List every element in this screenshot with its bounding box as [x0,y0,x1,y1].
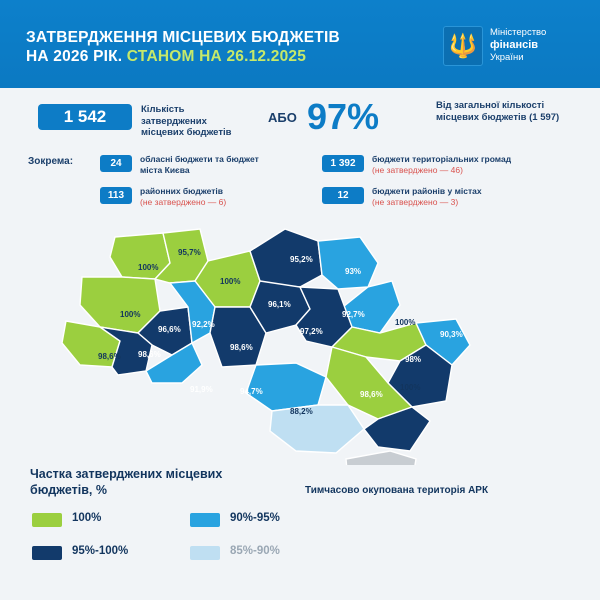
map-region-label: 100% [400,383,421,392]
percent-label: Від загальної кількості місцевих бюджетів (1 597) [436,100,560,123]
ministry-line-3: України [490,52,524,63]
map-region-label: 88,2% [290,407,313,416]
breakdown-label-rayon [140,186,270,207]
legend-label-90-95: 90%-95% [230,512,280,524]
ukraine-choropleth-map [60,215,550,465]
breakdown-value-rayon: 113 [100,187,132,204]
title-line-2: НА 2026 РІК. [26,48,123,65]
title-date: СТАНОМ НА 26.12.2025 [122,48,307,65]
ministry-line-1: Міністерство [490,27,547,38]
map-region-label: 92,2% [192,320,215,329]
total-approved-value: 1 542 [38,104,132,130]
legend-swatch-90-95 [190,513,220,527]
crimea-note: Тимчасово окупована територія АРК [305,485,489,496]
breakdown-note-rayon: (не затверджено — 6) [140,196,227,207]
map-region-label: 95,2% [290,255,313,264]
map-region-label: 98,6% [98,352,121,361]
breakdown-label-oblast-text: обласні бюджети та бюджет міста Києва [140,154,259,175]
legend-title: Частка затверджених місцевих бюджетів, % [30,467,223,497]
map-region-label: 100% [220,277,241,286]
map-region-label: 100% [395,318,416,327]
breakdown-label-city-rayon-text: бюджети районів у містах [372,186,482,196]
map-region [318,237,378,289]
tryzub-icon: 🔱 [448,32,478,59]
map-region-label: 95,7% [178,248,201,257]
percent-value: 97% [307,96,380,137]
breakdown-note-hromada: (не затверджено — 46) [372,164,463,175]
map-region [346,451,416,465]
header-bar [0,0,600,88]
legend-label-100: 100% [72,512,102,524]
map-region-label: 98% [405,355,422,364]
breakdown-note-city-rayon: (не затверджено — 3) [372,196,459,207]
map-region-label: 92,7% [342,310,365,319]
ministry-line-2: фінансів [490,39,539,51]
breakdown-label-hromada-text: бюджети територіальних громад [372,154,512,164]
map-region-label: 97,2% [300,327,323,336]
map-region-label: 96,6% [158,325,181,334]
legend-label-85-90: 85%-90% [230,545,280,557]
total-approved-label: Кількість затверджених місцевих бюджетів [141,104,232,138]
breakdown-label-rayon-text: районних бюджетів [140,186,223,196]
legend-swatch-100 [32,513,62,527]
breakdown-value-hromada: 1 392 [322,155,364,172]
title-line-1: ЗАТВЕРДЖЕННЯ МІСЦЕВИХ БЮДЖЕТІВ [26,29,340,46]
map-region-label: 100% [138,263,159,272]
map-region-label: 98,6% [230,343,253,352]
map-svg [60,215,550,465]
page-title [26,28,426,66]
breakdown-label-hromada [372,154,572,175]
breakdown-label-oblast [140,154,270,175]
map-region-label: 94,7% [240,387,263,396]
map-region-label: 96,1% [268,300,291,309]
breakdown-value-city-rayon: 12 [322,187,364,204]
legend-swatch-95-100 [32,546,62,560]
map-region-label: 98,6% [138,350,161,359]
map-region-label: 90,3% [440,330,463,339]
map-region-label: 91,9% [190,385,213,394]
breakdown-title: Зокрема: [28,156,74,167]
ministry-logo [443,26,483,66]
map-region-label: 98,6% [360,390,383,399]
or-label: АБО [268,110,297,125]
breakdown-value-oblast: 24 [100,155,132,172]
map-region [270,405,364,453]
ministry-name [490,27,595,64]
legend-label-95-100: 95%-100% [72,545,129,557]
legend-swatch-85-90 [190,546,220,560]
breakdown-label-city-rayon [372,186,572,207]
map-region-label: 100% [120,310,141,319]
map-region-label: 93% [345,267,362,276]
